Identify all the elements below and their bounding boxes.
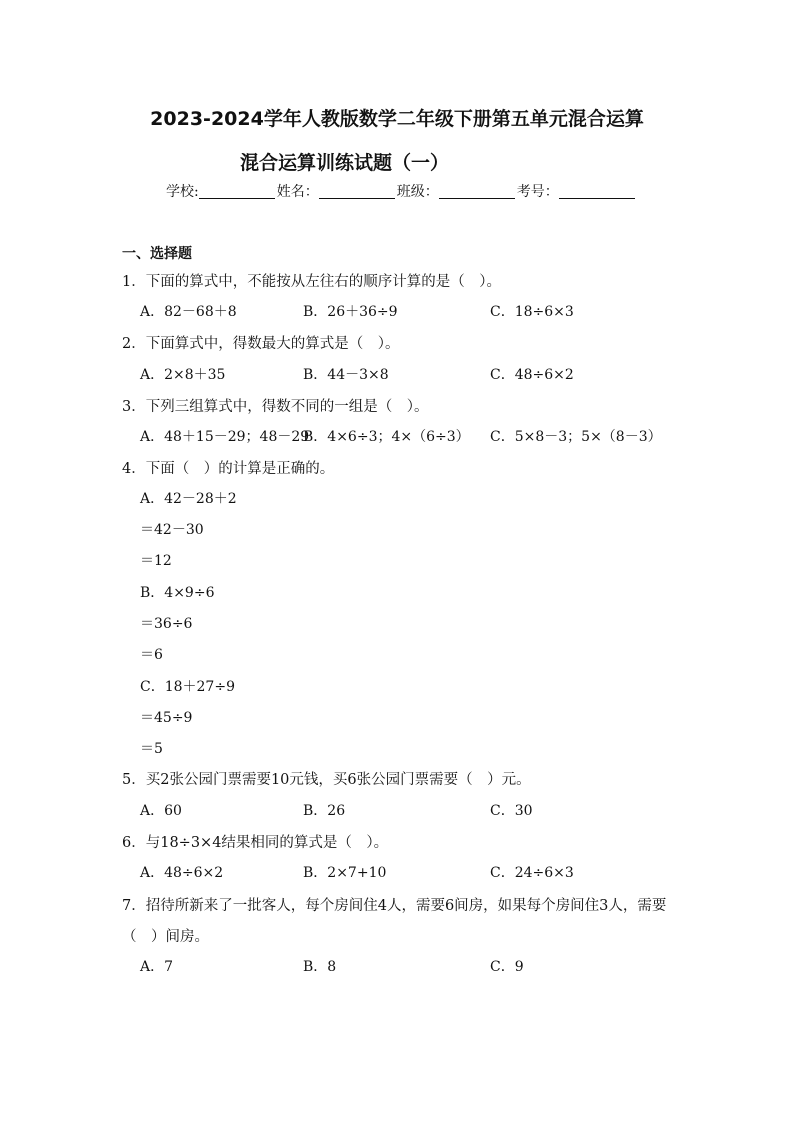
question-4-step: ＝45÷9 [140, 710, 193, 726]
question-7-stem: 7．招待所新来了一批客人，每个房间住4人，需要6间房，如果每个房间住3人，需要 [122, 898, 667, 914]
question-2-option-b[interactable]: B．44－3×8 [303, 367, 389, 383]
question-7-option-a[interactable]: A．7 [140, 959, 174, 975]
section-title: 一、选择题 [122, 246, 192, 262]
class-blank[interactable] [439, 184, 515, 199]
exam-no-blank[interactable] [559, 184, 635, 199]
exam-title: 2023-2024学年人教版数学二年级下册第五单元混合运算 [150, 108, 644, 130]
exam-subtitle: 混合运算训练试题（一） [240, 152, 450, 174]
question-1-option-a[interactable]: A．82－68＋8 [140, 304, 237, 320]
question-1-option-b[interactable]: B．26＋36÷9 [303, 304, 398, 320]
question-7-stem-continued: （ ）间房。 [122, 929, 209, 945]
question-4-step: ＝42－30 [140, 522, 204, 538]
question-4-option-b[interactable]: B．4×9÷6 [140, 585, 215, 601]
question-3-stem: 3．下列三组算式中，得数不同的一组是（ ）。 [122, 399, 429, 415]
question-5-stem: 5．买2张公园门票需要10元钱，买6张公园门票需要（ ）元。 [122, 772, 531, 788]
name-blank[interactable] [319, 184, 395, 199]
student-info-line [166, 181, 637, 201]
question-4-step: ＝36÷6 [140, 616, 193, 632]
question-1-stem: 1．下面的算式中，不能按从左往右的顺序计算的是（ ）。 [122, 274, 501, 290]
question-3-option-b[interactable]: B．4×6÷3；4×（6÷3） [303, 429, 470, 445]
class-label: 班级： [396, 184, 439, 200]
question-4-step: ＝12 [140, 553, 172, 569]
question-7-option-c[interactable]: C．9 [490, 959, 524, 975]
question-5-option-c[interactable]: C．30 [490, 803, 533, 819]
school-blank[interactable] [199, 184, 275, 199]
question-4-step: ＝6 [140, 647, 163, 663]
school-label: 学校: [166, 184, 199, 200]
question-2-stem: 2．下面算式中，得数最大的算式是（ ）。 [122, 336, 400, 352]
question-6-option-c[interactable]: C．24÷6×3 [490, 865, 574, 881]
question-5-option-b[interactable]: B．26 [303, 803, 346, 819]
question-4-option-a[interactable]: A．42－28＋2 [140, 491, 237, 507]
question-4-stem: 4．下面（ ）的计算是正确的。 [122, 461, 335, 477]
exam-no-label: 考号： [516, 184, 559, 200]
question-6-option-a[interactable]: A．48÷6×2 [140, 865, 224, 881]
question-2-option-a[interactable]: A．2×8＋35 [140, 367, 226, 383]
name-label: 姓名： [276, 184, 319, 200]
question-3-option-a[interactable]: A．48＋15－29；48－29 [140, 429, 310, 445]
question-4-option-c[interactable]: C．18＋27÷9 [140, 679, 235, 695]
question-4-step: ＝5 [140, 741, 163, 757]
question-1-option-c[interactable]: C．18÷6×3 [490, 304, 574, 320]
question-5-option-a[interactable]: A．60 [140, 803, 182, 819]
question-6-option-b[interactable]: B．2×7+10 [303, 865, 387, 881]
question-7-option-b[interactable]: B．8 [303, 959, 337, 975]
question-3-option-c[interactable]: C．5×8－3；5×（8－3） [490, 429, 662, 445]
question-2-option-c[interactable]: C．48÷6×2 [490, 367, 574, 383]
question-6-stem: 6．与18÷3×4结果相同的算式是（ ）。 [122, 835, 389, 851]
